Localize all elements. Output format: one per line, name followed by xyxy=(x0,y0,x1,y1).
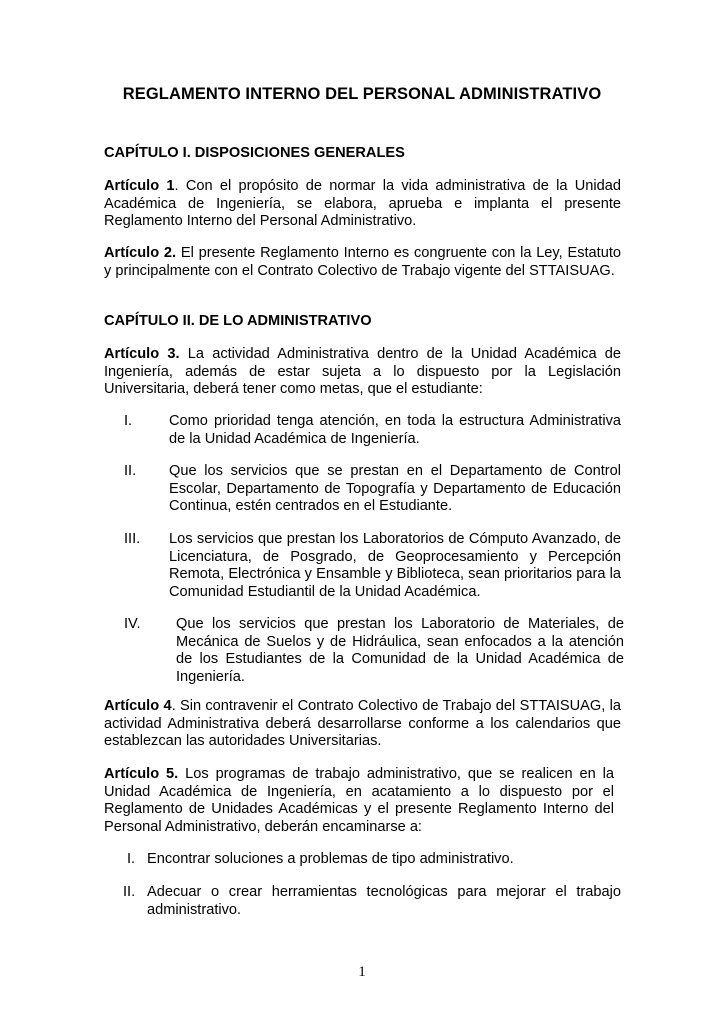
article-2-label: Artículo 2. xyxy=(104,245,177,261)
item-number: I. xyxy=(127,851,136,867)
page-number: 1 xyxy=(358,964,366,980)
article-4-label: Artículo 4 xyxy=(104,698,172,714)
item-number: II. xyxy=(123,884,136,900)
article-3-label: Artículo 3. xyxy=(104,346,180,362)
article-1-label: Artículo 1 xyxy=(104,178,175,194)
article-4-text: . Sin contravenir el Contrato Colectivo de Trabajo del STTAISUAG, la actividad Administrativa deberá desarrollarse conforme a los calendarios que establezcan las autoridades Universitarias. xyxy=(104,698,621,750)
article-5-label: Artículo 5. xyxy=(104,766,179,782)
item-text: Que los servicios que se prestan en el Departamento de Control Escolar, Departamento de Topografía y Departamento de Educación Continua, estén centrados en el Estudiante. xyxy=(169,463,621,515)
item-text: Como prioridad tenga atención, en toda la estructura Administrativa de la Unidad Académica de Ingeniería. xyxy=(169,413,621,447)
item-text: Los servicios que prestan los Laboratorios de Cómputo Avanzado, de Licenciatura, de Posgrado, de Geoprocesamiento y Percepción Remota, Electrónica y Ensamble y Biblioteca, sean prioritarios para la Comunidad Estudiantil de la Unidad Académica. xyxy=(169,531,621,600)
item-number: IV. xyxy=(124,616,141,632)
chapter-1-heading: CAPÍTULO I. DISPOSICIONES GENERALES xyxy=(104,145,405,161)
item-text: Que los servicios que prestan los Laboratorio de Materiales, de Mecánica de Suelos y de Hidráulica, sean enfocados a la atención de los Estudiantes de la Comunidad de la Unidad Académica de Ingeniería. xyxy=(176,616,624,685)
article-3-text: La actividad Administrativa dentro de la Unidad Académica de Ingeniería, además de estar sujeta a lo dispuesto por la Legislación Universitaria, deberá tener como metas, que el estudiante: xyxy=(104,346,622,398)
item-text: Adecuar o crear herramientas tecnológicas para mejorar el trabajo administrativo. xyxy=(147,884,621,918)
article-1 xyxy=(104,178,621,231)
item-number: I. xyxy=(124,413,133,429)
article-4 xyxy=(104,698,621,751)
article-3 xyxy=(104,346,621,399)
chapter-2-heading: CAPÍTULO II. DE LO ADMINISTRATIVO xyxy=(104,313,372,329)
article-5 xyxy=(104,766,614,836)
article-1-text: . Con el propósito de normar la vida administrativa de la Unidad Académica de Ingeniería, se elabora, aprueba e implanta el presente Reglamento Interno del Personal Administrativo. xyxy=(104,178,621,230)
item-number: III. xyxy=(124,531,141,547)
article-2-text: El presente Reglamento Interno es congruente con la Ley, Estatuto y principalmente con el Contrato Colectivo de Trabajo vigente del STTAISUAG. xyxy=(104,245,622,279)
document-title: REGLAMENTO INTERNO DEL PERSONAL ADMINISTRATIVO xyxy=(122,85,602,103)
item-number: II. xyxy=(124,463,137,479)
article-5-text: Los programas de trabajo administrativo, que se realicen en la Unidad Académica de Ingeniería, en acatamiento a lo dispuesto por el Reglamento de Unidades Académicas y el presente Reglamento Interno del Personal Administrativo, deberán encaminarse a: xyxy=(104,766,614,835)
article-2 xyxy=(104,245,621,280)
item-text: Encontrar soluciones a problemas de tipo administrativo. xyxy=(147,851,514,867)
